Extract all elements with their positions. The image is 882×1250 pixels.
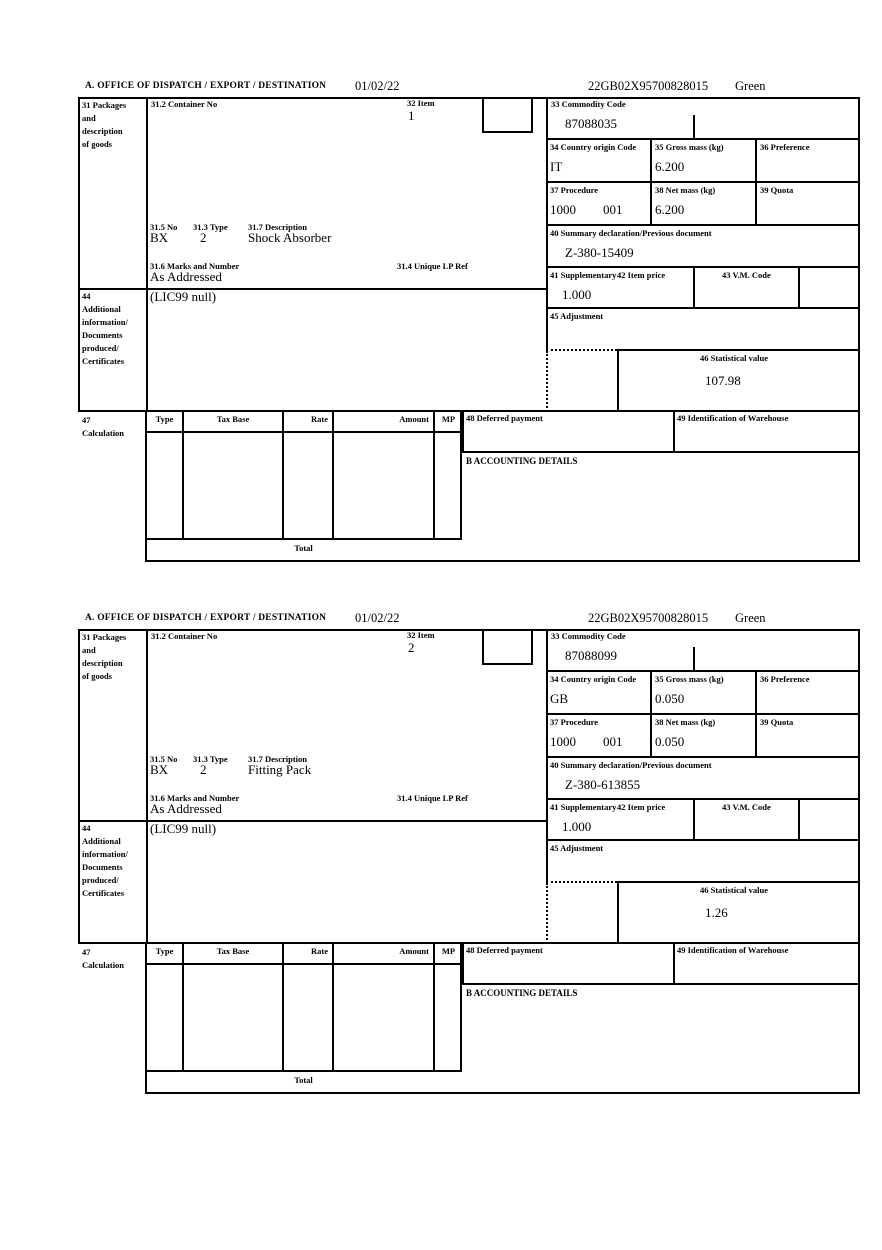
- item-number-box: [482, 629, 533, 665]
- country-origin-value: IT: [550, 159, 563, 174]
- supplementary-value: 1.000: [562, 287, 592, 302]
- package-no-label: 31.5 No: [150, 754, 178, 764]
- right-edge-line: [858, 453, 860, 562]
- tax-col-line-1: [182, 410, 184, 540]
- block-bottom-line: [145, 560, 860, 562]
- description-label: 31.7 Description: [248, 222, 308, 232]
- row-line-40: [546, 266, 860, 268]
- package-no-value: BX: [150, 230, 169, 245]
- supplementary-value: 1.000: [562, 819, 592, 834]
- package-type-label: 31.3 Type: [193, 754, 228, 764]
- tax-col-line-3: [332, 942, 334, 1072]
- total-label: Total: [294, 1075, 313, 1085]
- col-line-42-43: [798, 266, 800, 309]
- row-line-40: [546, 798, 860, 800]
- additional-info-value: (LIC99 null): [150, 821, 217, 836]
- warehouse-id-label: 49 Identification of Warehouse: [677, 945, 789, 955]
- left-column-divider: [146, 97, 148, 412]
- previous-document-value: Z-380-613855: [565, 777, 641, 792]
- col-line-42-43: [798, 798, 800, 841]
- item-label: 32 Item: [407, 98, 435, 108]
- col-line-35-36: [755, 670, 757, 758]
- vm-code-label: 43 V.M. Code: [722, 802, 771, 812]
- tax-header-amount: Amount: [399, 414, 429, 424]
- row-line-33: [546, 670, 860, 672]
- declaration-reference: 22GB02X95700828015: [588, 79, 709, 93]
- tax-col-line-4: [433, 410, 435, 540]
- additional-info-value: (LIC99 null): [150, 289, 217, 304]
- preference-label: 36 Preference: [760, 674, 810, 684]
- col-line-34-35: [650, 670, 652, 758]
- tax-col-line-2: [282, 410, 284, 540]
- marks-number-value: As Addressed: [150, 269, 222, 284]
- declaration-reference: 22GB02X95700828015: [588, 611, 709, 625]
- description-value: Shock Absorber: [248, 230, 332, 245]
- col-line-41-42: [693, 798, 695, 841]
- quota-label: 39 Quota: [760, 717, 794, 727]
- deferred-warehouse-divider: [673, 942, 675, 985]
- declaration-date: 01/02/22: [355, 611, 400, 625]
- col-line-35-36: [755, 138, 757, 226]
- previous-document-label: 40 Summary declaration/Previous document: [550, 228, 712, 238]
- item-number-value: 1: [408, 108, 415, 123]
- total-label: Total: [294, 543, 313, 553]
- dotted-vertical-divider: [546, 351, 548, 412]
- net-mass-value: 6.200: [655, 202, 685, 217]
- col-line-34-35: [650, 138, 652, 226]
- item-number-box: [482, 97, 533, 133]
- row-line-37: [546, 224, 860, 226]
- row-line-41: [546, 839, 860, 841]
- calculation-label: 47 Calculation: [82, 947, 125, 970]
- procedure-extra-value: 001: [603, 734, 623, 749]
- tax-header-type: Type: [155, 946, 174, 956]
- tax-header-line: [145, 963, 462, 965]
- tax-header-tax-base: Tax Base: [216, 946, 250, 956]
- box44-divider: [78, 820, 546, 822]
- procedure-value: 1000: [550, 734, 576, 749]
- declaration-item-block-2: [0, 610, 882, 1105]
- vm-code-label: 43 V.M. Code: [722, 270, 771, 280]
- commodity-code-label: 33 Commodity Code: [551, 99, 626, 109]
- col-line-41-42: [693, 266, 695, 309]
- deferred-payment-label: 48 Deferred payment: [466, 945, 543, 955]
- gross-mass-value: 6.200: [655, 159, 685, 174]
- marks-number-label: 31.6 Marks and Number: [150, 261, 240, 271]
- row-line-34: [546, 713, 860, 715]
- procedure-value: 1000: [550, 202, 576, 217]
- package-type-value: 2: [200, 230, 207, 245]
- tax-header-mp: MP: [441, 946, 456, 956]
- unique-lp-ref-label: 31.4 Unique LP Ref: [397, 261, 468, 271]
- country-origin-label: 34 Country origin Code: [550, 142, 637, 152]
- office-of-dispatch-label: A. OFFICE OF DISPATCH / EXPORT / DESTINATION: [85, 613, 327, 623]
- procedure-label: 37 Procedure: [550, 185, 599, 195]
- warehouse-id-label: 49 Identification of Warehouse: [677, 413, 789, 423]
- tax-col-line-2: [282, 942, 284, 1072]
- packages-description-label: 31 Packages and description of goods: [82, 632, 127, 681]
- adjustment-label: 45 Adjustment: [550, 843, 604, 853]
- commodity-code-value: 87088099: [565, 648, 617, 663]
- gross-mass-label: 35 Gross mass (kg): [655, 674, 724, 684]
- supplementary-label: 41 Supplementary: [550, 802, 617, 812]
- tax-header-mp: MP: [441, 414, 456, 424]
- dotted-horizontal-divider: [546, 349, 617, 351]
- commodity-code-label: 33 Commodity Code: [551, 631, 626, 641]
- right-edge-line: [858, 985, 860, 1094]
- package-type-label: 31.3 Type: [193, 222, 228, 232]
- item-price-label: 42 Item price: [617, 802, 666, 812]
- declaration-date: 01/02/22: [355, 79, 400, 93]
- dotted-horizontal-divider: [546, 881, 617, 883]
- statistical-value-value: 1.26: [705, 905, 728, 920]
- left-column-divider: [146, 629, 148, 944]
- declaration-item-block-1: [0, 78, 882, 573]
- dotted-vertical-divider: [546, 883, 548, 944]
- container-no-label: 31.2 Container No: [151, 99, 218, 109]
- tax-table-border: [145, 942, 462, 1072]
- procedure-label: 37 Procedure: [550, 717, 599, 727]
- previous-document-label: 40 Summary declaration/Previous document: [550, 760, 712, 770]
- net-mass-label: 38 Net mass (kg): [655, 185, 716, 195]
- block-bottom-line: [145, 1092, 860, 1094]
- deferred-payment-label: 48 Deferred payment: [466, 413, 543, 423]
- tax-col-line-4: [433, 942, 435, 1072]
- additional-info-label: 44 Additional information/ Documents produced/ Certificates: [82, 823, 128, 898]
- tax-col-line-1: [182, 942, 184, 1072]
- accounting-details-label: B ACCOUNTING DETAILS: [466, 456, 578, 466]
- statistical-value-value: 107.98: [705, 373, 741, 388]
- office-of-dispatch-label: A. OFFICE OF DISPATCH / EXPORT / DESTINATION: [85, 81, 327, 91]
- procedure-extra-value: 001: [603, 202, 623, 217]
- net-mass-label: 38 Net mass (kg): [655, 717, 716, 727]
- description-value: Fitting Pack: [248, 762, 312, 777]
- commodity-code-tick: [693, 115, 695, 140]
- tax-table-border: [145, 410, 462, 540]
- tax-col-line-3: [332, 410, 334, 540]
- previous-document-value: Z-380-15409: [565, 245, 634, 260]
- tax-header-amount: Amount: [399, 946, 429, 956]
- adjustment-label: 45 Adjustment: [550, 311, 604, 321]
- marks-number-label: 31.6 Marks and Number: [150, 793, 240, 803]
- package-no-value: BX: [150, 762, 169, 777]
- marks-number-value: As Addressed: [150, 801, 222, 816]
- tax-header-type: Type: [155, 414, 174, 424]
- row-line-41: [546, 307, 860, 309]
- item-label: 32 Item: [407, 630, 435, 640]
- deferred-warehouse-divider: [673, 410, 675, 453]
- tax-header-rate: Rate: [311, 414, 328, 424]
- package-no-label: 31.5 No: [150, 222, 178, 232]
- row-line-33: [546, 138, 860, 140]
- tax-header-rate: Rate: [311, 946, 328, 956]
- item-number-value: 2: [408, 640, 415, 655]
- box44-divider: [78, 288, 546, 290]
- gross-mass-value: 0.050: [655, 691, 685, 706]
- accounting-details-label: B ACCOUNTING DETAILS: [466, 988, 578, 998]
- additional-info-label: 44 Additional information/ Documents produced/ Certificates: [82, 291, 128, 366]
- supplementary-label: 41 Supplementary: [550, 270, 617, 280]
- row-line-34: [546, 181, 860, 183]
- statistical-value-label: 46 Statistical value: [700, 353, 768, 363]
- gross-mass-label: 35 Gross mass (kg): [655, 142, 724, 152]
- tax-header-line: [145, 431, 462, 433]
- unique-lp-ref-label: 31.4 Unique LP Ref: [397, 793, 468, 803]
- tax-header-tax-base: Tax Base: [216, 414, 250, 424]
- package-type-value: 2: [200, 762, 207, 777]
- country-origin-label: 34 Country origin Code: [550, 674, 637, 684]
- routing-status: Green: [735, 611, 766, 625]
- row-line-37: [546, 756, 860, 758]
- statistical-value-label: 46 Statistical value: [700, 885, 768, 895]
- routing-status: Green: [735, 79, 766, 93]
- net-mass-value: 0.050: [655, 734, 685, 749]
- quota-label: 39 Quota: [760, 185, 794, 195]
- container-no-label: 31.2 Container No: [151, 631, 218, 641]
- description-label: 31.7 Description: [248, 754, 308, 764]
- commodity-code-tick: [693, 647, 695, 672]
- calculation-label: 47 Calculation: [82, 415, 125, 438]
- packages-description-label: 31 Packages and description of goods: [82, 100, 127, 149]
- country-origin-value: GB: [550, 691, 569, 706]
- preference-label: 36 Preference: [760, 142, 810, 152]
- commodity-code-value: 87088035: [565, 116, 617, 131]
- item-price-label: 42 Item price: [617, 270, 666, 280]
